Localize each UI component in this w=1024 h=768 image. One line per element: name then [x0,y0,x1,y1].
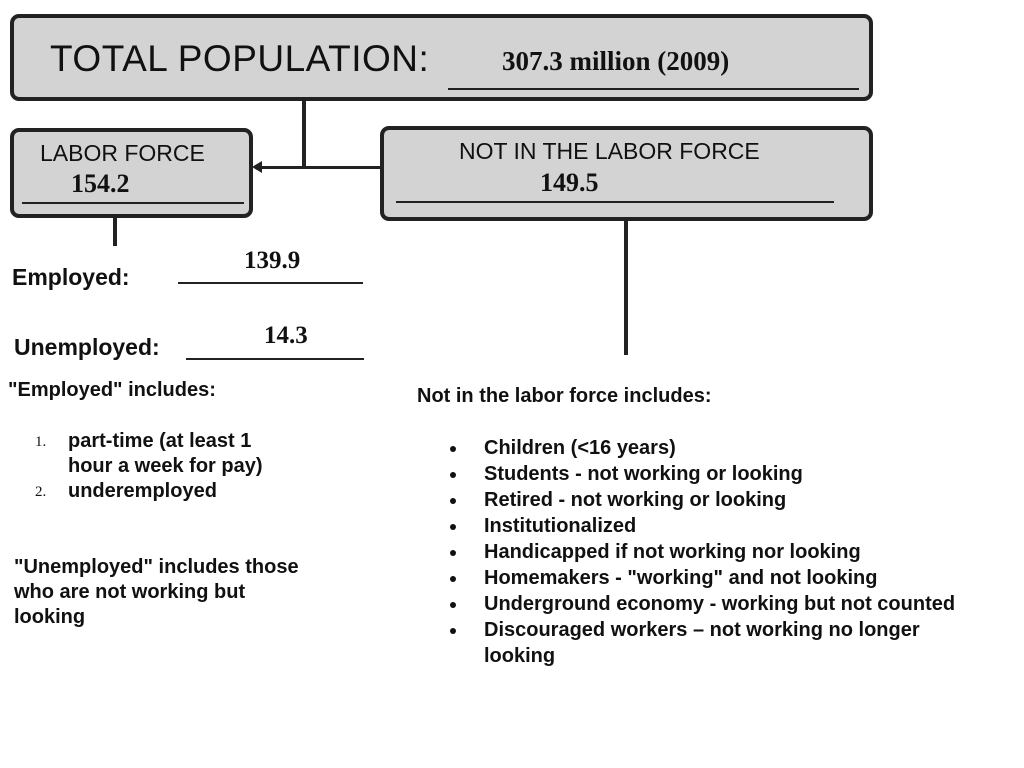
employed-includes-section [8,378,308,504]
nilf-includes-item [417,461,1017,487]
list-item-text: Retired - not working or looking [484,489,787,511]
unemployed-label: Unemployed: [14,334,160,360]
employed-includes-item [8,479,308,504]
total-population-box [10,14,873,101]
labor-force-underline [22,202,244,204]
not-in-labor-force-underline [396,201,834,203]
bullet-icon [450,550,456,556]
employed-includes-list [8,429,308,504]
employed-includes-item [8,429,278,479]
employed-value: 139.9 [244,247,301,274]
unemployed-underline [186,358,364,360]
connector-trunk [302,99,306,169]
list-item-text: Students - not working or looking [484,463,803,485]
list-number: 2. [35,484,47,500]
not-in-labor-force-value: 149.5 [540,168,599,197]
nilf-drop-line [624,219,628,355]
nilf-includes-item [417,513,1017,539]
list-item-text: Institutionalized [484,515,637,537]
connector-horizontal [256,166,382,169]
list-item-text: Discouraged workers – not working no longer looking [484,619,920,667]
nilf-includes-section [417,384,1017,669]
labor-force-drop-line [113,216,117,246]
nilf-includes-item [417,539,1017,565]
total-population-label: TOTAL POPULATION: [50,38,430,79]
bullet-icon [450,576,456,582]
not-in-labor-force-box [380,126,873,221]
nilf-includes-item [417,617,984,669]
connector-arrow-icon [252,161,262,173]
nilf-includes-heading: Not in the labor force includes: [417,385,712,407]
nilf-includes-item [417,591,1017,617]
bullet-icon [450,446,456,452]
bullet-icon [450,602,456,608]
not-in-labor-force-label: NOT IN THE LABOR FORCE [459,138,760,164]
employed-includes-heading: "Employed" includes: [8,379,216,401]
list-item-text: Underground economy - working but not counted [484,593,956,615]
nilf-includes-item [417,487,1017,513]
bullet-icon [450,472,456,478]
list-item-text: part-time (at least 1 hour a week for pay) [68,430,263,477]
labor-force-label: LABOR FORCE [40,140,205,166]
bullet-icon [450,498,456,504]
unemployed-value: 14.3 [264,322,308,349]
nilf-includes-list [417,435,1017,669]
list-item-text: Homemakers - "working" and not looking [484,567,878,589]
labor-force-box [10,128,253,218]
employed-label: Employed: [12,264,130,290]
list-item-text: Handicapped if not working nor looking [484,541,861,563]
total-population-value: 307.3 million (2009) [502,46,730,76]
total-value-underline [448,88,859,90]
nilf-includes-item [417,435,1017,461]
labor-force-value: 154.2 [71,169,130,198]
bullet-icon [450,524,456,530]
employed-underline [178,282,363,284]
unemployed-includes-section: "Unemployed" includes those who are not working but looking [14,556,299,628]
list-item-text: underemployed [68,480,217,502]
nilf-includes-item [417,565,1017,591]
list-item-text: Children (<16 years) [484,437,676,459]
list-number: 1. [35,434,47,450]
bullet-icon [450,628,456,634]
